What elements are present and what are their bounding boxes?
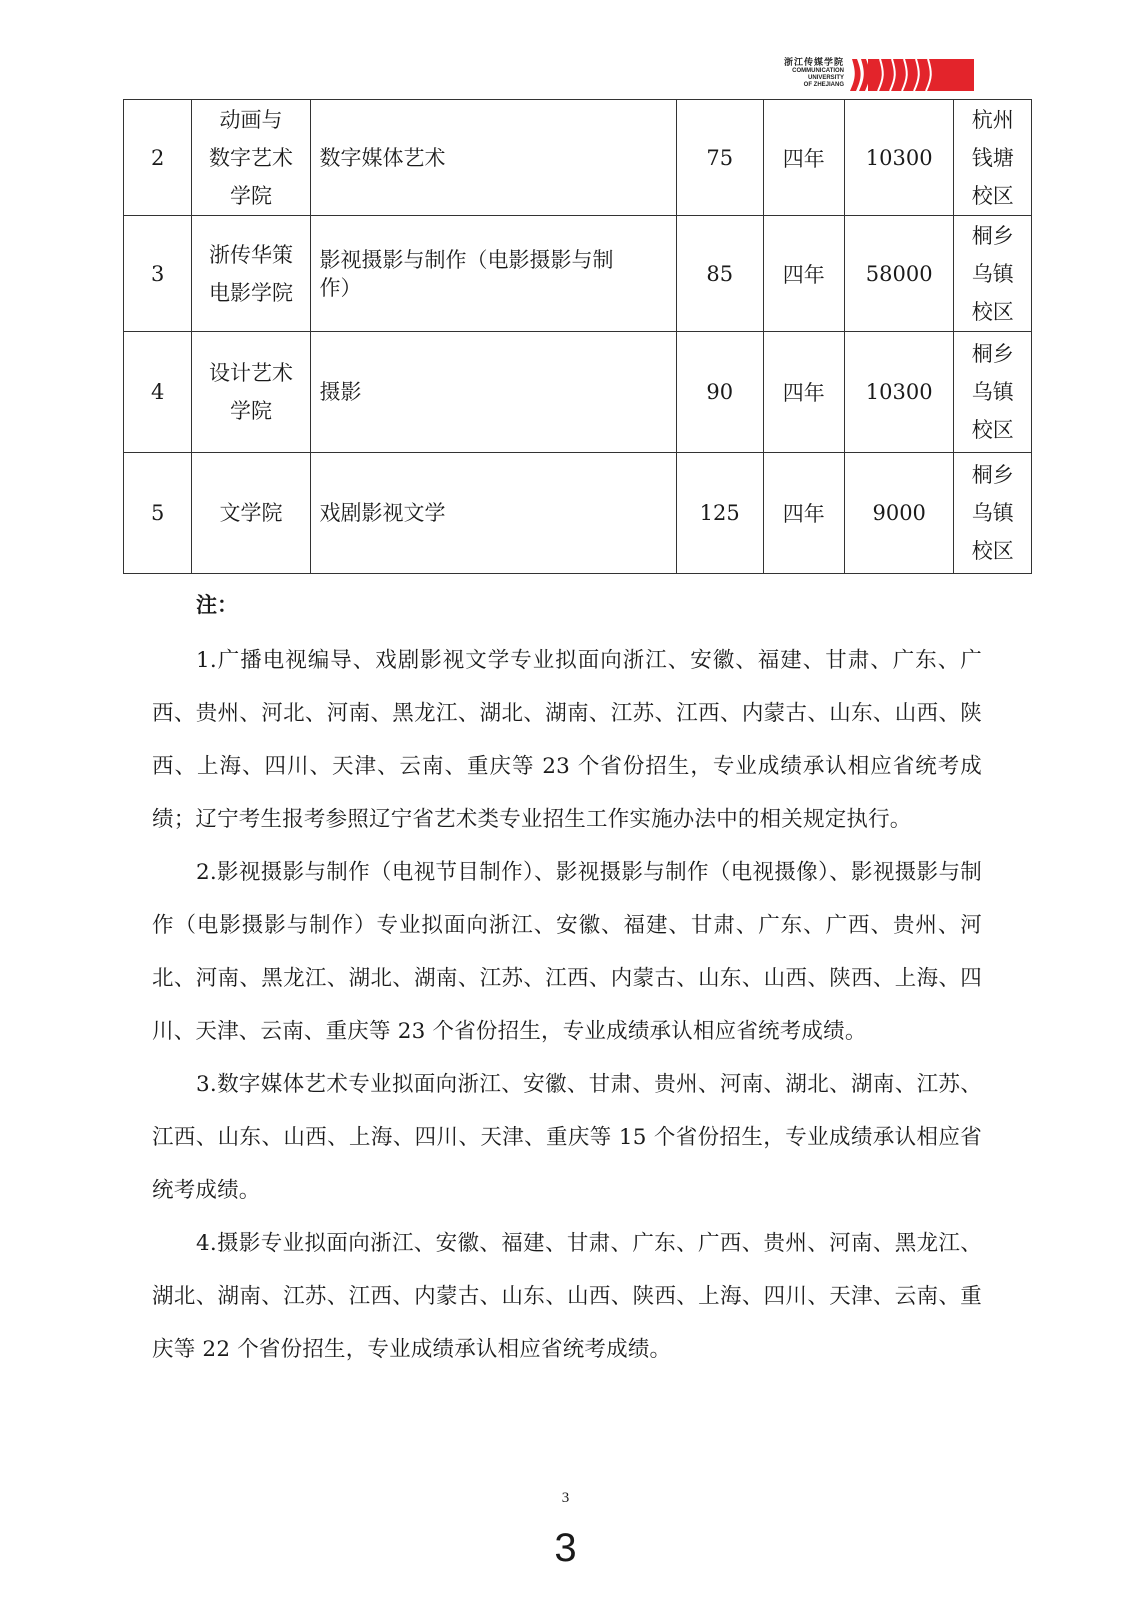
enrollment-quota: 75: [676, 100, 763, 216]
major-label: 影视摄影与制作（电影摄影与制作）: [319, 247, 614, 300]
logo-english-line-2: UNIVERSITY: [807, 75, 844, 81]
study-years: 四年: [763, 216, 844, 332]
table-row: [124, 100, 1032, 216]
table-row: [124, 332, 1032, 453]
logo-english-line-3: OF ZHEJIANG: [803, 82, 844, 88]
college-name: 浙传华策 电影学院: [192, 216, 310, 332]
tuition-fee: 10300: [844, 332, 954, 453]
logo-english-line-1: COMMUNICATION: [792, 68, 844, 74]
campus-name: 桐乡 乌镇 校区: [954, 216, 1032, 332]
campus-name: 桐乡 乌镇 校区: [954, 332, 1032, 453]
college-name: 文学院: [192, 453, 310, 574]
major-name: [310, 453, 676, 574]
college-name: 动画与 数字艺术 学院: [192, 100, 310, 216]
major-name: [310, 100, 676, 216]
enrollment-quota: 85: [676, 216, 763, 332]
major-name: [310, 216, 676, 332]
major-label: 数字媒体艺术: [319, 145, 446, 170]
major-label: 摄影: [319, 380, 362, 404]
note-item-2: 2.影视摄影与制作（电视节目制作）、影视摄影与制作（电视摄像）、影视摄影与制作（电影摄影与制作）专业拟面向浙江、安徽、福建、甘肃、广东、广西、贵州、河北、河南、黑龙江、湖北、湖南、江苏、江西、内蒙古、山东、山西、陕西、上海、四川、天津、云南、重庆等 23 个省份招生，专业成绩承认相应省统考成绩。: [152, 860, 982, 1044]
admissions-table: [123, 99, 1032, 574]
row-number: 5: [124, 453, 192, 574]
row-number: 2: [124, 100, 192, 216]
campus-name: 桐乡 乌镇 校区: [954, 453, 1032, 574]
logo-text: [776, 56, 844, 89]
enrollment-quota: 125: [676, 453, 763, 574]
logo-chinese-name: 浙江传媒学院: [783, 57, 844, 67]
college-name: 设计艺术 学院: [192, 332, 310, 453]
table-row: [124, 453, 1032, 574]
study-years: 四年: [763, 100, 844, 216]
study-years: 四年: [763, 453, 844, 574]
table-row: [124, 216, 1032, 332]
tuition-fee: 10300: [844, 100, 954, 216]
note-item-4: 4.摄影专业拟面向浙江、安徽、福建、甘肃、广东、广西、贵州、河南、黑龙江、湖北、湖南、江苏、江西、内蒙古、山东、山西、陕西、上海、四川、天津、云南、重庆等 22 个省份招生，专业成绩承认相应省统考成绩。: [152, 1231, 982, 1362]
note-item-1: 1.广播电视编导、戏剧影视文学专业拟面向浙江、安徽、福建、甘肃、广东、广西、贵州、河北、河南、黑龙江、湖北、湖南、江苏、江西、内蒙古、山东、山西、陕西、上海、四川、天津、云南、重庆等 23 个省份招生，专业成绩承认相应省统考成绩；辽宁考生报考参照辽宁省艺术类专业招生工作实施办法中的相关规定执行。: [152, 648, 982, 832]
major-name: [310, 332, 676, 453]
page-number-large: 3: [554, 1526, 577, 1570]
major-label: 戏剧影视文学: [319, 501, 446, 525]
notes-title: 注：: [196, 592, 238, 617]
tuition-fee: 9000: [844, 453, 954, 574]
study-years: 四年: [763, 332, 844, 453]
notes-section: [152, 590, 982, 1376]
row-number: 3: [124, 216, 192, 332]
logo-emblem-icon: [848, 58, 974, 92]
note-item-3: 3.数字媒体艺术专业拟面向浙江、安徽、甘肃、贵州、河南、湖北、湖南、江苏、江西、山东、山西、上海、四川、天津、重庆等 15 个省份招生，专业成绩承认相应省统考成绩。: [152, 1072, 982, 1203]
campus-name: 杭州 钱塘 校区: [954, 100, 1032, 216]
tuition-fee: 58000: [844, 216, 954, 332]
row-number: 4: [124, 332, 192, 453]
enrollment-quota: 90: [676, 332, 763, 453]
page-number: 3: [561, 1490, 570, 1506]
university-logo: [776, 56, 986, 96]
